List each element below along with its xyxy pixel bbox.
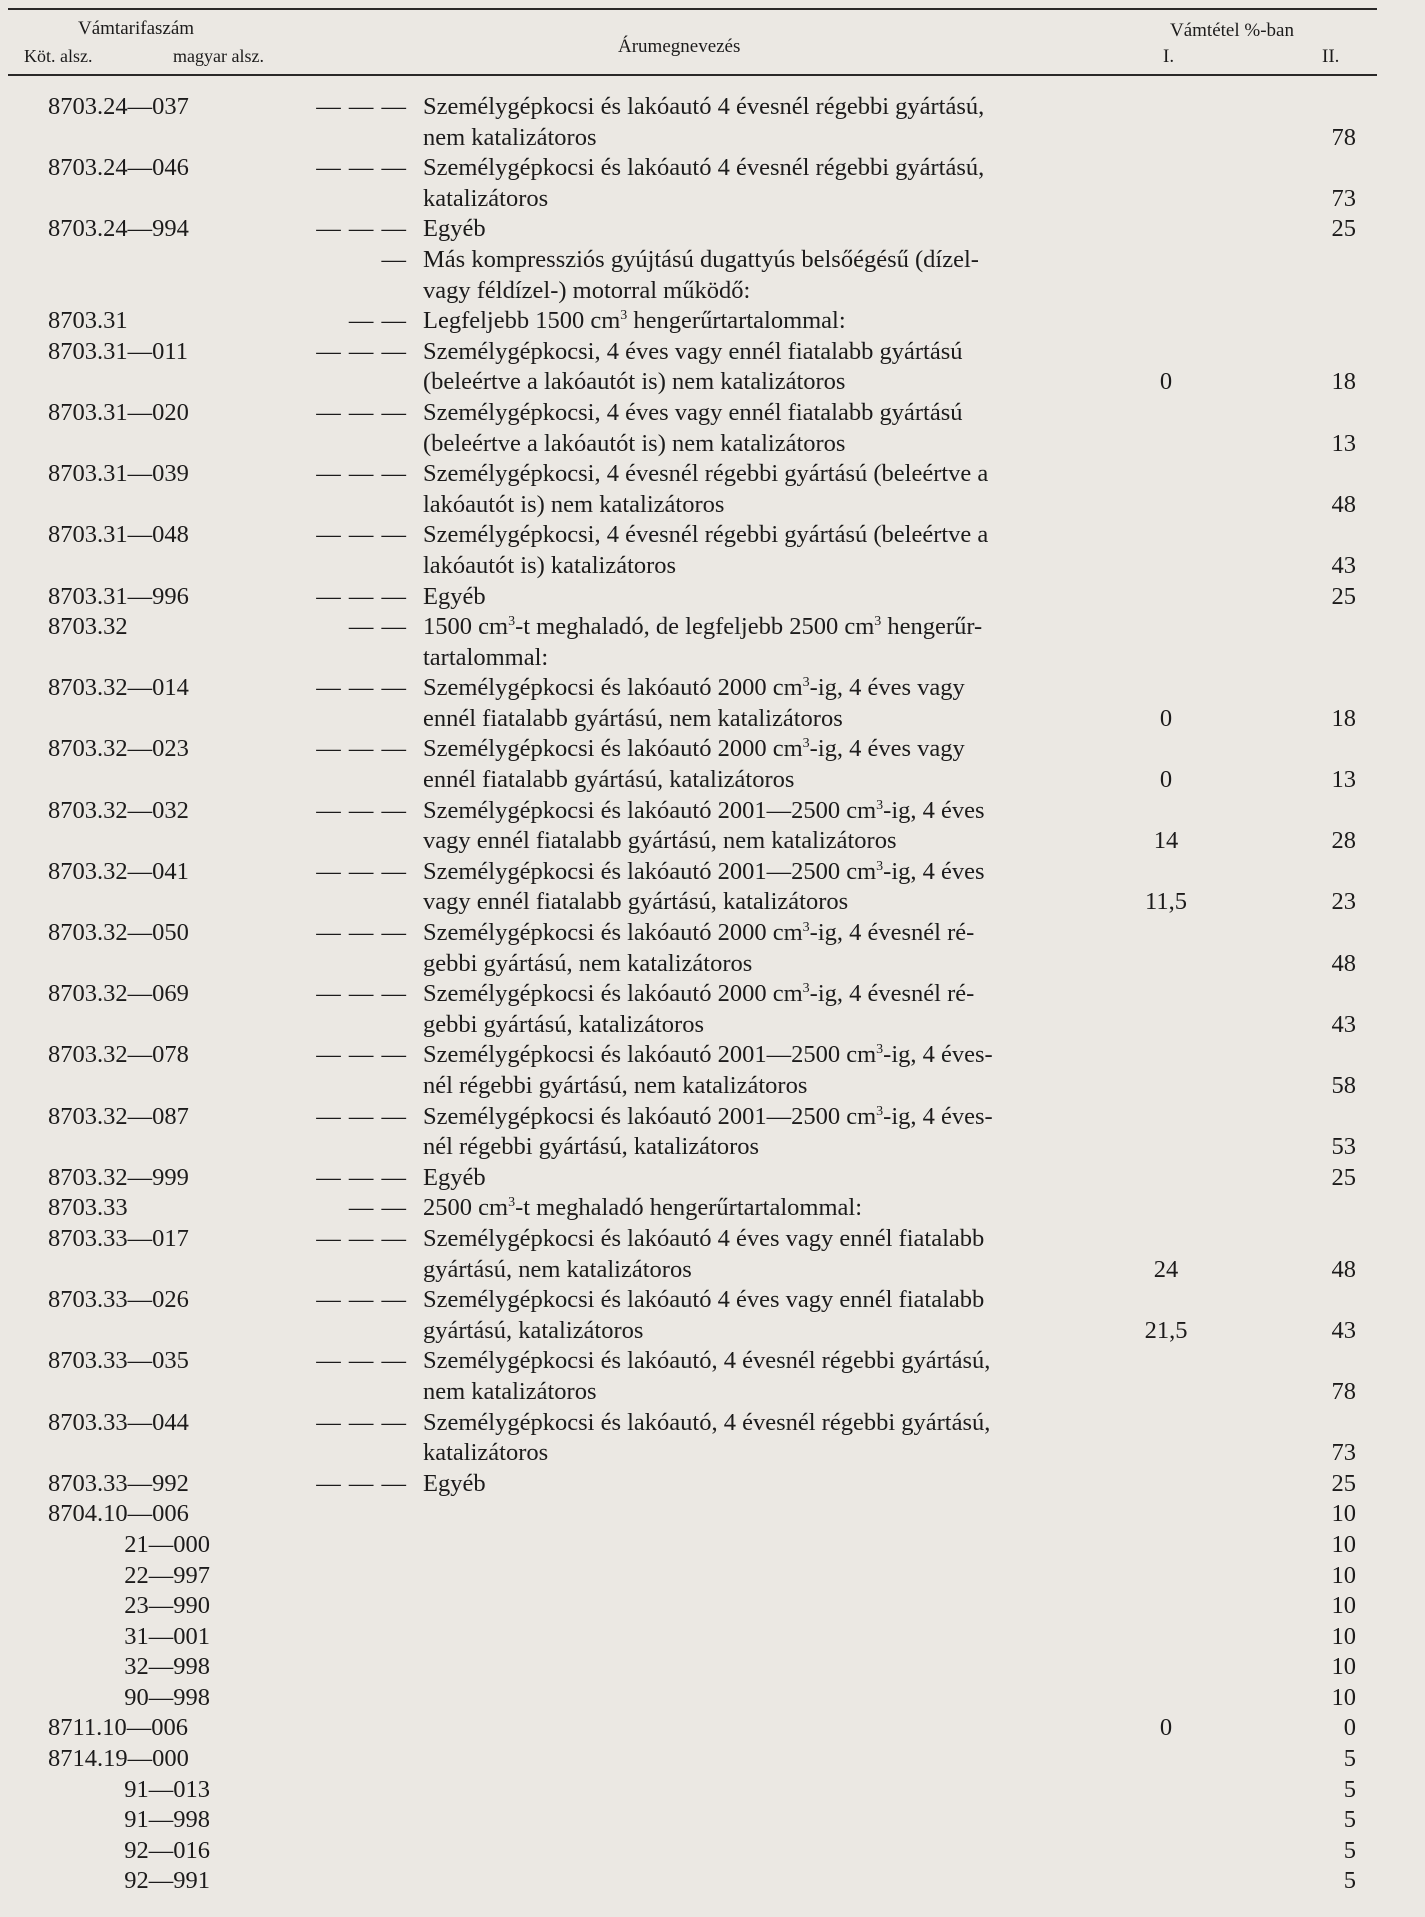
rate-II: 43 xyxy=(1331,551,1356,579)
indent-dashes: — xyxy=(381,245,407,273)
description-line: Személygépkocsi és lakóautó 2000 $cm^3-ig$, 4 éves vagy xyxy=(423,674,965,702)
description-line: Személygépkocsi és lakóautó 4 évesnél régebbi gyártású, xyxy=(423,154,985,182)
tariff-code: 8703.24—037 xyxy=(48,93,189,120)
header-magyar-alsz: magyar alsz. xyxy=(173,46,264,66)
table-row xyxy=(0,337,1425,398)
indent-dashes: — — — xyxy=(316,1224,407,1252)
indent-dashes: — — — xyxy=(316,735,407,763)
empty-description xyxy=(423,1499,1093,1530)
description-line: Személygépkocsi, 4 éves vagy ennél fiatalabb gyártású xyxy=(423,398,963,426)
table-row xyxy=(0,1591,1425,1622)
rate-II: 28 xyxy=(1331,827,1356,855)
item-description xyxy=(423,612,1093,673)
rate-II: 5 xyxy=(1343,1775,1356,1803)
table-row xyxy=(0,1683,1425,1714)
table-row xyxy=(0,1193,1425,1224)
description-line: nem katalizátoros xyxy=(423,1377,597,1405)
description-line: vagy ennél fiatalabb gyártású, katalizátoros xyxy=(423,888,849,916)
item-description xyxy=(423,673,1093,734)
description-line: ennél fiatalabb gyártású, nem katalizátoros xyxy=(423,704,843,732)
tariff-code: 8711.10—006 xyxy=(48,1714,188,1742)
indent-dashes: — — xyxy=(348,1194,407,1222)
tariff-code: 8703.33—044 xyxy=(48,1408,189,1436)
superscript-3: 3 xyxy=(802,675,810,691)
rate-II: 5 xyxy=(1343,1745,1356,1773)
indent-dashes: — — — xyxy=(316,796,407,824)
table-row xyxy=(0,1499,1425,1530)
rate-II: 10 xyxy=(1331,1592,1356,1620)
empty-description xyxy=(423,1713,1093,1744)
superscript-3: 3 xyxy=(802,736,810,752)
table-row xyxy=(0,734,1425,795)
tariff-code: 8714.19—000 xyxy=(48,1745,189,1773)
tariff-code: 8703.32—999 xyxy=(48,1163,189,1191)
header-col-I: I. xyxy=(1163,46,1175,67)
tariff-code: 8703.33—026 xyxy=(48,1286,189,1314)
tariff-code: 8703.32—050 xyxy=(48,919,189,947)
description-line: nél régebbi gyártású, nem katalizátoros xyxy=(423,1072,808,1099)
rate-II: 53 xyxy=(1331,1133,1356,1161)
rate-II: 5 xyxy=(1343,1867,1356,1895)
tariff-code: 90—998 xyxy=(124,1683,210,1711)
item-description xyxy=(423,306,1093,337)
indent-dashes: — — — xyxy=(316,1041,407,1069)
table-row xyxy=(0,1040,1425,1101)
table-row xyxy=(0,1652,1425,1683)
tariff-code: 91—013 xyxy=(124,1775,210,1803)
tariff-code: 21—000 xyxy=(124,1530,210,1558)
indent-dashes: — — — xyxy=(316,154,407,182)
rate-II: 25 xyxy=(1331,1469,1356,1497)
indent-dashes: — — — xyxy=(316,460,407,488)
description-line: katalizátoros xyxy=(423,1439,549,1467)
header-rate-title: Vámtétel %-ban xyxy=(1170,20,1294,41)
item-description xyxy=(423,857,1093,918)
rate-I: 24 xyxy=(1153,1255,1179,1283)
superscript-3: 3 xyxy=(508,614,516,630)
rate-II: 13 xyxy=(1331,429,1356,457)
rate-I: 14 xyxy=(1153,827,1179,855)
tariff-code: 8703.32 xyxy=(48,613,128,641)
rate-II: 10 xyxy=(1331,1530,1356,1558)
description-line: Személygépkocsi és lakóautó 2000 $cm^3-ig$, 4 éves vagy xyxy=(423,735,965,763)
table-row xyxy=(0,1163,1425,1194)
table-row xyxy=(0,1866,1425,1897)
item-description xyxy=(423,1805,1093,1836)
table-row xyxy=(0,92,1425,153)
rate-II: 25 xyxy=(1331,215,1356,243)
item-description xyxy=(423,1683,1093,1714)
table-row xyxy=(0,1102,1425,1163)
tariff-code: 8703.33—017 xyxy=(48,1224,189,1252)
indent-dashes: — — — xyxy=(316,1408,407,1436)
description-line: Személygépkocsi, 4 éves vagy ennél fiatalabb gyártású xyxy=(423,337,963,365)
description-line: 1500 $cm^3-t$ meghaladó, de legfeljebb 2500 $cm^3$ hengerűr- xyxy=(423,613,983,641)
tariff-code: 8703.24—046 xyxy=(48,154,189,182)
rate-II: 10 xyxy=(1331,1561,1356,1589)
rate-II: 43 xyxy=(1331,1316,1356,1344)
indent-dashes: — — — xyxy=(316,980,407,1008)
rate-II: 5 xyxy=(1343,1806,1356,1834)
description-line: tartalommal: xyxy=(423,643,549,671)
table-row xyxy=(0,1805,1425,1836)
header-tariff-number: Vámtarifaszám xyxy=(78,18,195,39)
description-line: Személygépkocsi és lakóautó, 4 évesnél régebbi gyártású, xyxy=(423,1408,991,1436)
indent-dashes: — — — xyxy=(316,1347,407,1375)
header-bottom-rule xyxy=(8,74,1377,76)
description-line: katalizátoros xyxy=(423,184,549,212)
tariff-code: 32—998 xyxy=(124,1653,210,1681)
rate-II: 13 xyxy=(1331,766,1356,794)
item-description xyxy=(423,734,1093,795)
table-row xyxy=(0,153,1425,214)
description-line: Személygépkocsi és lakóautó 4 éves vagy ennél fiatalabb xyxy=(423,1286,985,1314)
tariff-code: 8703.31—011 xyxy=(48,337,188,365)
rate-II: 73 xyxy=(1331,184,1356,212)
rate-I: 0 xyxy=(1159,1714,1173,1742)
header-col-II: II. xyxy=(1322,46,1340,67)
superscript-3: 3 xyxy=(802,920,810,936)
item-description xyxy=(423,245,1093,306)
description-line: 2500 $cm^3-t$ meghaladó hengerűrtartalommal: xyxy=(423,1194,863,1222)
item-description xyxy=(423,1224,1093,1285)
empty-description xyxy=(423,1683,1093,1714)
indent-dashes: — — — xyxy=(316,857,407,885)
table-row xyxy=(0,1224,1425,1285)
description-line: gyártású, nem katalizátoros xyxy=(423,1255,692,1283)
empty-description xyxy=(423,1775,1093,1806)
table-row xyxy=(0,459,1425,520)
indent-dashes: — — — xyxy=(316,521,407,549)
rate-II: 23 xyxy=(1331,888,1356,916)
rate-II: 0 xyxy=(1343,1714,1356,1742)
table-row xyxy=(0,1744,1425,1775)
description-line: gyártású, katalizátoros xyxy=(423,1316,644,1344)
tariff-code: 8703.32—087 xyxy=(48,1102,189,1130)
tariff-code: 8703.32—032 xyxy=(48,796,189,824)
superscript-3: 3 xyxy=(508,1195,516,1211)
tariff-code: 8703.31—039 xyxy=(48,460,189,488)
rate-I: 11,5 xyxy=(1145,888,1187,916)
rate-II: 25 xyxy=(1331,582,1356,610)
rate-II: 25 xyxy=(1331,1163,1356,1191)
tariff-code: 92—016 xyxy=(124,1836,210,1864)
rate-I: 21,5 xyxy=(1144,1316,1188,1344)
empty-description xyxy=(423,1744,1093,1775)
empty-description xyxy=(423,1530,1093,1561)
tariff-code: 8703.24—994 xyxy=(48,215,189,243)
description-line: Személygépkocsi és lakóautó 4 évesnél régebbi gyártású, xyxy=(423,93,985,120)
item-description xyxy=(423,1836,1093,1867)
description-line: Személygépkocsi és lakóautó, 4 évesnél régebbi gyártású, xyxy=(423,1347,991,1375)
item-description xyxy=(423,520,1093,581)
item-description xyxy=(423,1652,1093,1683)
description-line: Személygépkocsi és lakóautó 2001—2500 $cm^3-ig$, 4 éves xyxy=(423,857,985,885)
rate-II: 10 xyxy=(1331,1683,1356,1711)
tariff-code: 8703.32—023 xyxy=(48,735,189,763)
item-description xyxy=(423,1561,1093,1592)
rate-II: 48 xyxy=(1331,490,1356,518)
rate-II: 10 xyxy=(1331,1622,1356,1650)
table-row xyxy=(0,1469,1425,1500)
rate-II: 48 xyxy=(1331,1255,1356,1283)
superscript-3: 3 xyxy=(876,797,884,813)
tariff-code: 8703.33 xyxy=(48,1194,128,1222)
item-description xyxy=(423,979,1093,1040)
rate-II: 78 xyxy=(1331,123,1356,151)
table-row xyxy=(0,918,1425,979)
table-row xyxy=(0,398,1425,459)
table-row xyxy=(0,1530,1425,1561)
table-row xyxy=(0,1408,1425,1469)
item-description xyxy=(423,1469,1093,1500)
description-line: gebbi gyártású, nem katalizátoros xyxy=(423,949,753,977)
tariff-code: 8703.31—996 xyxy=(48,582,189,610)
table-row xyxy=(0,245,1425,306)
header-kot-alsz: Köt. alsz. xyxy=(24,46,93,66)
tariff-code: 91—998 xyxy=(124,1806,210,1834)
description-line: (beleértve a lakóautót is) nem katalizátoros xyxy=(423,429,846,457)
table-row xyxy=(0,1713,1425,1744)
superscript-3: 3 xyxy=(802,981,810,997)
tariff-code: 8703.32—041 xyxy=(48,857,189,885)
description-line: Egyéb xyxy=(423,582,486,610)
item-description xyxy=(423,92,1093,153)
description-line: Egyéb xyxy=(423,215,486,243)
rate-I: 0 xyxy=(1159,368,1173,396)
description-line: Személygépkocsi és lakóautó 2000 $cm^3-ig$, 4 évesnél ré- xyxy=(423,980,975,1008)
rate-II: 58 xyxy=(1331,1072,1356,1099)
indent-dashes: — — — xyxy=(316,337,407,365)
rate-II: 18 xyxy=(1331,704,1356,732)
tariff-code: 92—991 xyxy=(124,1867,210,1895)
tariff-code: 8703.32—078 xyxy=(48,1041,189,1069)
indent-dashes: — — — xyxy=(316,1102,407,1130)
table-row xyxy=(0,673,1425,734)
item-description xyxy=(423,1775,1093,1806)
description-line: Személygépkocsi és lakóautó 2000 $cm^3-ig$, 4 évesnél ré- xyxy=(423,919,975,947)
description-line: Személygépkocsi, 4 évesnél régebbi gyártású (beleértve a xyxy=(423,460,989,488)
item-description xyxy=(423,918,1093,979)
header-top-rule xyxy=(8,8,1377,10)
description-line: Személygépkocsi, 4 évesnél régebbi gyártású (beleértve a xyxy=(423,521,989,549)
rate-II: 10 xyxy=(1331,1653,1356,1681)
indent-dashes: — — xyxy=(348,307,407,335)
rate-II: 5 xyxy=(1343,1836,1356,1864)
item-description xyxy=(423,1713,1093,1744)
description-line: vagy ennél fiatalabb gyártású, nem katalizátoros xyxy=(423,827,897,855)
item-description xyxy=(423,1499,1093,1530)
item-description xyxy=(423,1102,1093,1163)
tariff-code: 8703.31—048 xyxy=(48,521,189,549)
table-row xyxy=(0,1285,1425,1346)
indent-dashes: — — — xyxy=(316,93,407,120)
description-line: Személygépkocsi és lakóautó 4 éves vagy ennél fiatalabb xyxy=(423,1224,985,1252)
item-description xyxy=(423,1591,1093,1622)
item-description xyxy=(423,1346,1093,1407)
rate-I: 0 xyxy=(1159,704,1173,732)
item-description xyxy=(423,398,1093,459)
description-line: Személygépkocsi és lakóautó 2001—2500 $cm^3-ig$, 4 éves- xyxy=(423,1041,993,1069)
item-description xyxy=(423,153,1093,214)
item-description xyxy=(423,796,1093,857)
empty-description xyxy=(423,1866,1093,1897)
header-description: Árumegnevezés xyxy=(618,36,741,57)
superscript-3: 3 xyxy=(876,858,884,874)
item-description xyxy=(423,1193,1093,1224)
indent-dashes: — — — xyxy=(316,1163,407,1191)
indent-dashes: — — xyxy=(348,613,407,641)
item-description xyxy=(423,1622,1093,1653)
table-row xyxy=(0,612,1425,673)
description-line: Legfeljebb 1500 $cm^3$ hengerűrtartalommal: xyxy=(423,307,846,335)
table-row xyxy=(0,520,1425,581)
empty-description xyxy=(423,1622,1093,1653)
indent-dashes: — — — xyxy=(316,674,407,702)
item-description xyxy=(423,1285,1093,1346)
rate-II: 48 xyxy=(1331,949,1356,977)
description-line: nél régebbi gyártású, katalizátoros xyxy=(423,1133,760,1161)
tariff-code: 8703.33—992 xyxy=(48,1469,189,1497)
rate-II: 73 xyxy=(1331,1439,1356,1467)
rate-II: 78 xyxy=(1331,1377,1356,1405)
item-description xyxy=(423,1530,1093,1561)
superscript-3: 3 xyxy=(876,1042,884,1058)
table-row xyxy=(0,1561,1425,1592)
rate-I: 0 xyxy=(1159,766,1173,794)
item-description xyxy=(423,337,1093,398)
item-description xyxy=(423,1408,1093,1469)
description-line: gebbi gyártású, katalizátoros xyxy=(423,1010,704,1038)
description-line: lakóautót is) nem katalizátoros xyxy=(423,490,725,518)
indent-dashes: — — — xyxy=(316,582,407,610)
description-line: Egyéb xyxy=(423,1469,486,1497)
tariff-code: 31—001 xyxy=(124,1622,210,1650)
tariff-code: 22—997 xyxy=(124,1561,210,1589)
table-row xyxy=(0,306,1425,337)
tariff-code: 8703.31—020 xyxy=(48,398,189,426)
indent-dashes: — — — xyxy=(316,398,407,426)
empty-description xyxy=(423,1591,1093,1622)
tariff-code: 8703.33—035 xyxy=(48,1347,189,1375)
empty-description xyxy=(423,1652,1093,1683)
indent-dashes: — — — xyxy=(316,1286,407,1314)
description-line: Személygépkocsi és lakóautó 2001—2500 $cm^3-ig$, 4 éves xyxy=(423,796,985,824)
tariff-code: 8703.32—069 xyxy=(48,980,189,1008)
tariff-code: 8703.31 xyxy=(48,307,128,335)
table-row xyxy=(0,1622,1425,1653)
table-header xyxy=(0,0,1425,80)
item-description xyxy=(423,214,1093,245)
table-row xyxy=(0,582,1425,613)
table-row xyxy=(0,1775,1425,1806)
description-line: nem katalizátoros xyxy=(423,123,597,151)
table-row xyxy=(0,1836,1425,1867)
empty-description xyxy=(423,1805,1093,1836)
description-line: ennél fiatalabb gyártású, katalizátoros xyxy=(423,766,795,794)
table-row xyxy=(0,1346,1425,1407)
description-line: vagy féldízel-) motorral működő: xyxy=(423,276,751,304)
item-description xyxy=(423,1744,1093,1775)
table-row xyxy=(0,796,1425,857)
superscript-3: 3 xyxy=(620,308,628,324)
item-description xyxy=(423,459,1093,520)
tariff-rows xyxy=(0,92,1425,1897)
description-line: lakóautót is) katalizátoros xyxy=(423,551,677,579)
empty-description xyxy=(423,1561,1093,1592)
rate-II: 10 xyxy=(1331,1500,1356,1528)
description-line: Egyéb xyxy=(423,1163,486,1191)
indent-dashes: — — — xyxy=(316,919,407,947)
description-line: (beleértve a lakóautót is) nem katalizátoros xyxy=(423,368,846,396)
superscript-3: 3 xyxy=(876,1103,884,1119)
table-row xyxy=(0,979,1425,1040)
description-line: Személygépkocsi és lakóautó 2001—2500 $cm^3-ig$, 4 éves- xyxy=(423,1102,993,1130)
table-row xyxy=(0,857,1425,918)
description-line: Más kompressziós gyújtású dugattyús belsőégésű (dízel- xyxy=(423,245,979,273)
tariff-code: 8704.10—006 xyxy=(48,1500,189,1528)
empty-description xyxy=(423,1836,1093,1867)
tariff-code: 8703.32—014 xyxy=(48,674,189,702)
item-description xyxy=(423,582,1093,613)
superscript-3: 3 xyxy=(874,614,882,630)
indent-dashes: — — — xyxy=(316,1469,407,1497)
item-description xyxy=(423,1040,1093,1101)
indent-dashes: — — — xyxy=(316,215,407,243)
tariff-code: 23—990 xyxy=(124,1592,210,1620)
item-description xyxy=(423,1163,1093,1194)
rate-II: 43 xyxy=(1331,1010,1356,1038)
item-description xyxy=(423,1866,1093,1897)
table-row xyxy=(0,214,1425,245)
rate-II: 18 xyxy=(1331,368,1356,396)
